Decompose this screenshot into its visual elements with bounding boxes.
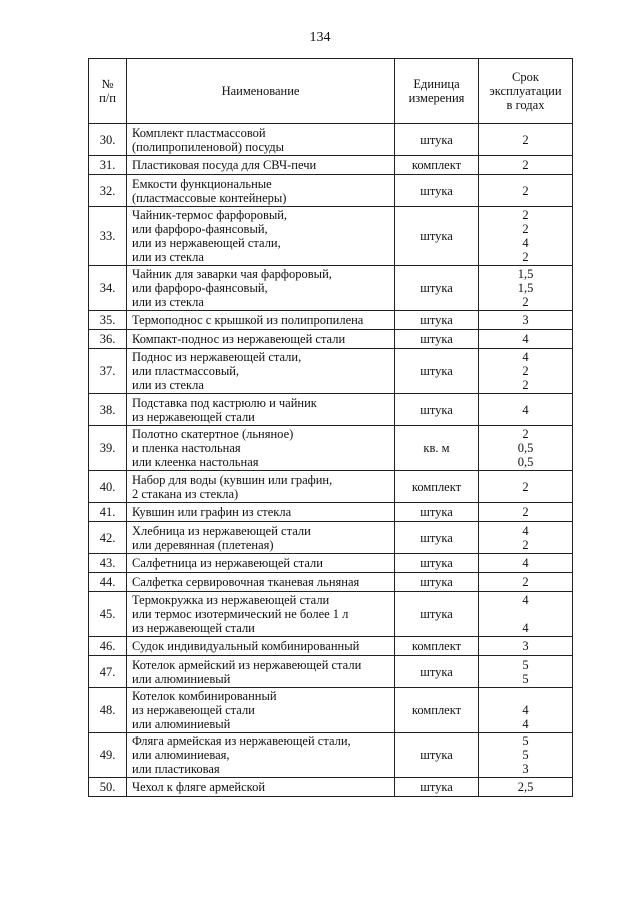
row-term — [479, 330, 573, 349]
row-unit: штука — [395, 207, 479, 266]
row-name-line: из нержавеющей стали — [132, 703, 255, 717]
row-name — [127, 426, 395, 471]
row-name-line: Термокружка из нержавеющей стали — [132, 593, 330, 607]
row-unit: комплект — [395, 471, 479, 503]
row-number: 42. — [89, 522, 127, 554]
row-number: 37. — [89, 349, 127, 394]
row-name-line: или термос изотермический не более 1 л — [132, 607, 349, 621]
row-term-line: 4 — [522, 350, 529, 364]
row-number: 41. — [89, 503, 127, 522]
row-term-line — [482, 689, 569, 703]
row-term — [479, 266, 573, 311]
table-row — [89, 656, 573, 688]
row-term-line: 5 — [522, 748, 529, 762]
row-term — [479, 503, 573, 522]
row-unit: штука — [395, 330, 479, 349]
row-name-line: Полотно скатертное (льняное) — [132, 427, 294, 441]
row-name-line: или из нержавеющей стали, — [132, 236, 281, 250]
row-term — [479, 156, 573, 175]
row-name-line: Чехол к фляге армейской — [132, 780, 266, 794]
row-term — [479, 426, 573, 471]
row-name-line: Кувшин или графин из стекла — [132, 505, 292, 519]
row-name — [127, 503, 395, 522]
row-name-line: или из стекла — [132, 295, 204, 309]
row-number: 32. — [89, 175, 127, 207]
row-unit: штука — [395, 554, 479, 573]
row-number: 44. — [89, 573, 127, 592]
row-name — [127, 207, 395, 266]
row-term — [479, 637, 573, 656]
row-name-line: или пластиковая — [132, 762, 220, 776]
row-name — [127, 778, 395, 797]
row-number: 39. — [89, 426, 127, 471]
items-table — [88, 58, 573, 797]
row-unit: штука — [395, 394, 479, 426]
row-name-line: Фляга армейская из нержавеющей стали, — [132, 734, 351, 748]
table-row — [89, 311, 573, 330]
row-number: 43. — [89, 554, 127, 573]
row-name-line: или алюминиевый — [132, 671, 231, 686]
row-name-line: Термоподнос с крышкой из полипропилена — [132, 313, 364, 327]
row-term-line: 5 — [522, 734, 529, 748]
row-term — [479, 175, 573, 207]
row-term — [479, 124, 573, 156]
row-unit: штука — [395, 592, 479, 637]
row-name — [127, 554, 395, 573]
row-name — [127, 688, 395, 733]
row-name-line: из нержавеющей стали — [132, 621, 255, 635]
table-row — [89, 503, 573, 522]
row-name-line: из нержавеющей стали — [132, 409, 255, 424]
row-number: 35. — [89, 311, 127, 330]
row-name-line: Емкости функциональные — [132, 176, 272, 191]
row-number: 36. — [89, 330, 127, 349]
row-name-line: или из стекла — [132, 250, 204, 264]
row-term-line: 2 — [522, 295, 529, 309]
row-number: 38. — [89, 394, 127, 426]
row-name — [127, 733, 395, 778]
row-name-line: или фарфоро-фаянсовый, — [132, 281, 268, 295]
row-term-line: 2,5 — [517, 780, 534, 794]
row-name-line: и пленка настольная — [132, 441, 241, 455]
row-number: 47. — [89, 656, 127, 688]
table-row — [89, 207, 573, 266]
table-row — [89, 175, 573, 207]
row-unit: штука — [395, 175, 479, 207]
row-name-line: Котелок армейский из нержавеющей стали — [132, 657, 362, 672]
row-unit: штука — [395, 778, 479, 797]
table-row — [89, 573, 573, 592]
row-name-line: 2 стакана из стекла) — [132, 486, 239, 501]
row-unit: штука — [395, 522, 479, 554]
row-name — [127, 592, 395, 637]
table-row — [89, 349, 573, 394]
row-term-line: 2 — [522, 183, 529, 198]
row-name — [127, 175, 395, 207]
page-number: 134 — [309, 30, 331, 45]
row-name — [127, 394, 395, 426]
row-term-line: 2 — [522, 208, 529, 222]
row-term-line: 4 — [522, 556, 529, 570]
row-term-line: 4 — [522, 593, 529, 607]
table-row — [89, 688, 573, 733]
row-unit: штука — [395, 349, 479, 394]
row-number: 48. — [89, 688, 127, 733]
row-term-line: 2 — [522, 427, 529, 441]
table-row — [89, 426, 573, 471]
row-name-line: или деревянная (плетеная) — [132, 537, 274, 552]
row-term-line: 3 — [522, 762, 529, 776]
row-term-line: 2 — [522, 537, 529, 552]
table-row — [89, 733, 573, 778]
row-name-line: Пластиковая посуда для СВЧ-печи — [132, 158, 317, 172]
row-number: 31. — [89, 156, 127, 175]
row-term-line: 4 — [522, 332, 529, 346]
row-number: 49. — [89, 733, 127, 778]
row-term-line: 4 — [522, 703, 529, 717]
row-number: 34. — [89, 266, 127, 311]
header-num — [89, 59, 127, 124]
row-unit: штука — [395, 573, 479, 592]
row-term-line: 4 — [522, 236, 529, 250]
row-term — [479, 656, 573, 688]
row-term — [479, 733, 573, 778]
row-name — [127, 349, 395, 394]
row-term-line: 2 — [522, 158, 529, 172]
row-name-line: или клеенка настольная — [132, 455, 259, 469]
row-name-line: (полипропиленовой) посуды — [132, 139, 285, 154]
row-term-line: 4 — [522, 523, 529, 538]
table-row — [89, 554, 573, 573]
row-name-line: или алюминиевая, — [132, 748, 230, 762]
row-term-line: 2 — [522, 505, 529, 519]
row-name-line: Котелок комбинированный — [132, 689, 277, 703]
header-name — [127, 59, 395, 124]
row-name-line: или алюминиевый — [132, 717, 231, 731]
table-row — [89, 266, 573, 311]
header-num-line: № — [101, 77, 114, 91]
table-row — [89, 637, 573, 656]
row-term — [479, 394, 573, 426]
table-row — [89, 330, 573, 349]
row-name — [127, 330, 395, 349]
row-term-line — [482, 607, 569, 621]
row-name — [127, 471, 395, 503]
row-unit: штука — [395, 311, 479, 330]
table-row — [89, 522, 573, 554]
row-name — [127, 311, 395, 330]
row-term-line: 3 — [522, 639, 529, 653]
row-number: 45. — [89, 592, 127, 637]
row-term-line: 2 — [522, 575, 529, 589]
row-unit: штука — [395, 266, 479, 311]
header-term-line: Срок — [512, 70, 539, 84]
row-number: 40. — [89, 471, 127, 503]
row-name — [127, 266, 395, 311]
row-term-line: 5 — [522, 671, 529, 686]
row-name-line: Хлебница из нержавеющей стали — [132, 523, 311, 538]
row-name-line: Чайник-термос фарфоровый, — [132, 208, 288, 222]
row-unit: кв. м — [395, 426, 479, 471]
row-term-line: 2 — [522, 132, 529, 147]
row-term — [479, 688, 573, 733]
row-name-line: Салфетница из нержавеющей стали — [132, 556, 323, 570]
table-body — [89, 124, 573, 797]
row-name-line: или из стекла — [132, 378, 204, 392]
row-number: 30. — [89, 124, 127, 156]
row-name-line: Чайник для заварки чая фарфоровый, — [132, 267, 332, 281]
row-name-line: Поднос из нержавеющей стали, — [132, 350, 302, 364]
row-name — [127, 573, 395, 592]
header-unit-line: Единица — [413, 77, 460, 91]
table-row — [89, 124, 573, 156]
header-num-line: п/п — [99, 91, 116, 105]
row-name — [127, 156, 395, 175]
row-number: 33. — [89, 207, 127, 266]
row-name-line: Салфетка сервировочная тканевая льняная — [132, 575, 360, 589]
row-term — [479, 778, 573, 797]
row-term — [479, 554, 573, 573]
row-term — [479, 311, 573, 330]
table-row — [89, 778, 573, 797]
row-term-line: 1,5 — [517, 281, 534, 295]
header-unit-line: измерения — [408, 91, 465, 105]
row-term — [479, 207, 573, 266]
row-name — [127, 124, 395, 156]
row-name — [127, 637, 395, 656]
row-unit: штука — [395, 656, 479, 688]
header-term-line: в годах — [506, 98, 545, 112]
row-term-line: 2 — [522, 250, 529, 264]
header-name-line: Наименование — [221, 84, 300, 98]
row-name-line: или пластмассовый, — [132, 364, 240, 378]
table-row — [89, 592, 573, 637]
row-name-line: (пластмассовые контейнеры) — [132, 190, 287, 205]
row-name — [127, 522, 395, 554]
table-header-row — [89, 59, 573, 124]
row-term-line: 0,5 — [517, 441, 534, 455]
row-term-line: 1,5 — [517, 267, 534, 281]
row-term-line: 2 — [522, 222, 529, 236]
row-unit: комплект — [395, 637, 479, 656]
header-term-line: эксплуатации — [489, 84, 562, 98]
row-name — [127, 656, 395, 688]
row-term-line: 4 — [522, 717, 529, 731]
row-term-line: 3 — [522, 313, 529, 327]
row-term — [479, 592, 573, 637]
row-name-line: Набор для воды (кувшин или графин, — [132, 472, 333, 487]
table-row — [89, 471, 573, 503]
row-unit: комплект — [395, 688, 479, 733]
header-unit — [395, 59, 479, 124]
row-unit: штука — [395, 124, 479, 156]
row-term-line: 4 — [522, 402, 529, 417]
row-term-line: 2 — [522, 479, 529, 494]
row-unit: штука — [395, 733, 479, 778]
row-term — [479, 522, 573, 554]
row-number: 50. — [89, 778, 127, 797]
row-term-line: 2 — [522, 378, 529, 392]
row-term — [479, 349, 573, 394]
row-unit: комплект — [395, 156, 479, 175]
row-name-line: или фарфоро-фаянсовый, — [132, 222, 268, 236]
row-term — [479, 471, 573, 503]
row-term-line: 5 — [522, 657, 529, 672]
row-name-line: Компакт-поднос из нержавеющей стали — [132, 332, 346, 346]
row-name-line: Подставка под кастрюлю и чайник — [132, 395, 317, 410]
header-term — [479, 59, 573, 124]
table-row — [89, 156, 573, 175]
row-term-line: 2 — [522, 364, 529, 378]
row-term — [479, 573, 573, 592]
row-name-line: Комплект пластмассовой — [132, 125, 266, 140]
table-row — [89, 394, 573, 426]
row-number: 46. — [89, 637, 127, 656]
row-name-line: Судок индивидуальный комбинированный — [132, 639, 360, 653]
row-term-line: 4 — [522, 621, 529, 635]
row-term-line: 0,5 — [517, 455, 534, 469]
row-unit: штука — [395, 503, 479, 522]
